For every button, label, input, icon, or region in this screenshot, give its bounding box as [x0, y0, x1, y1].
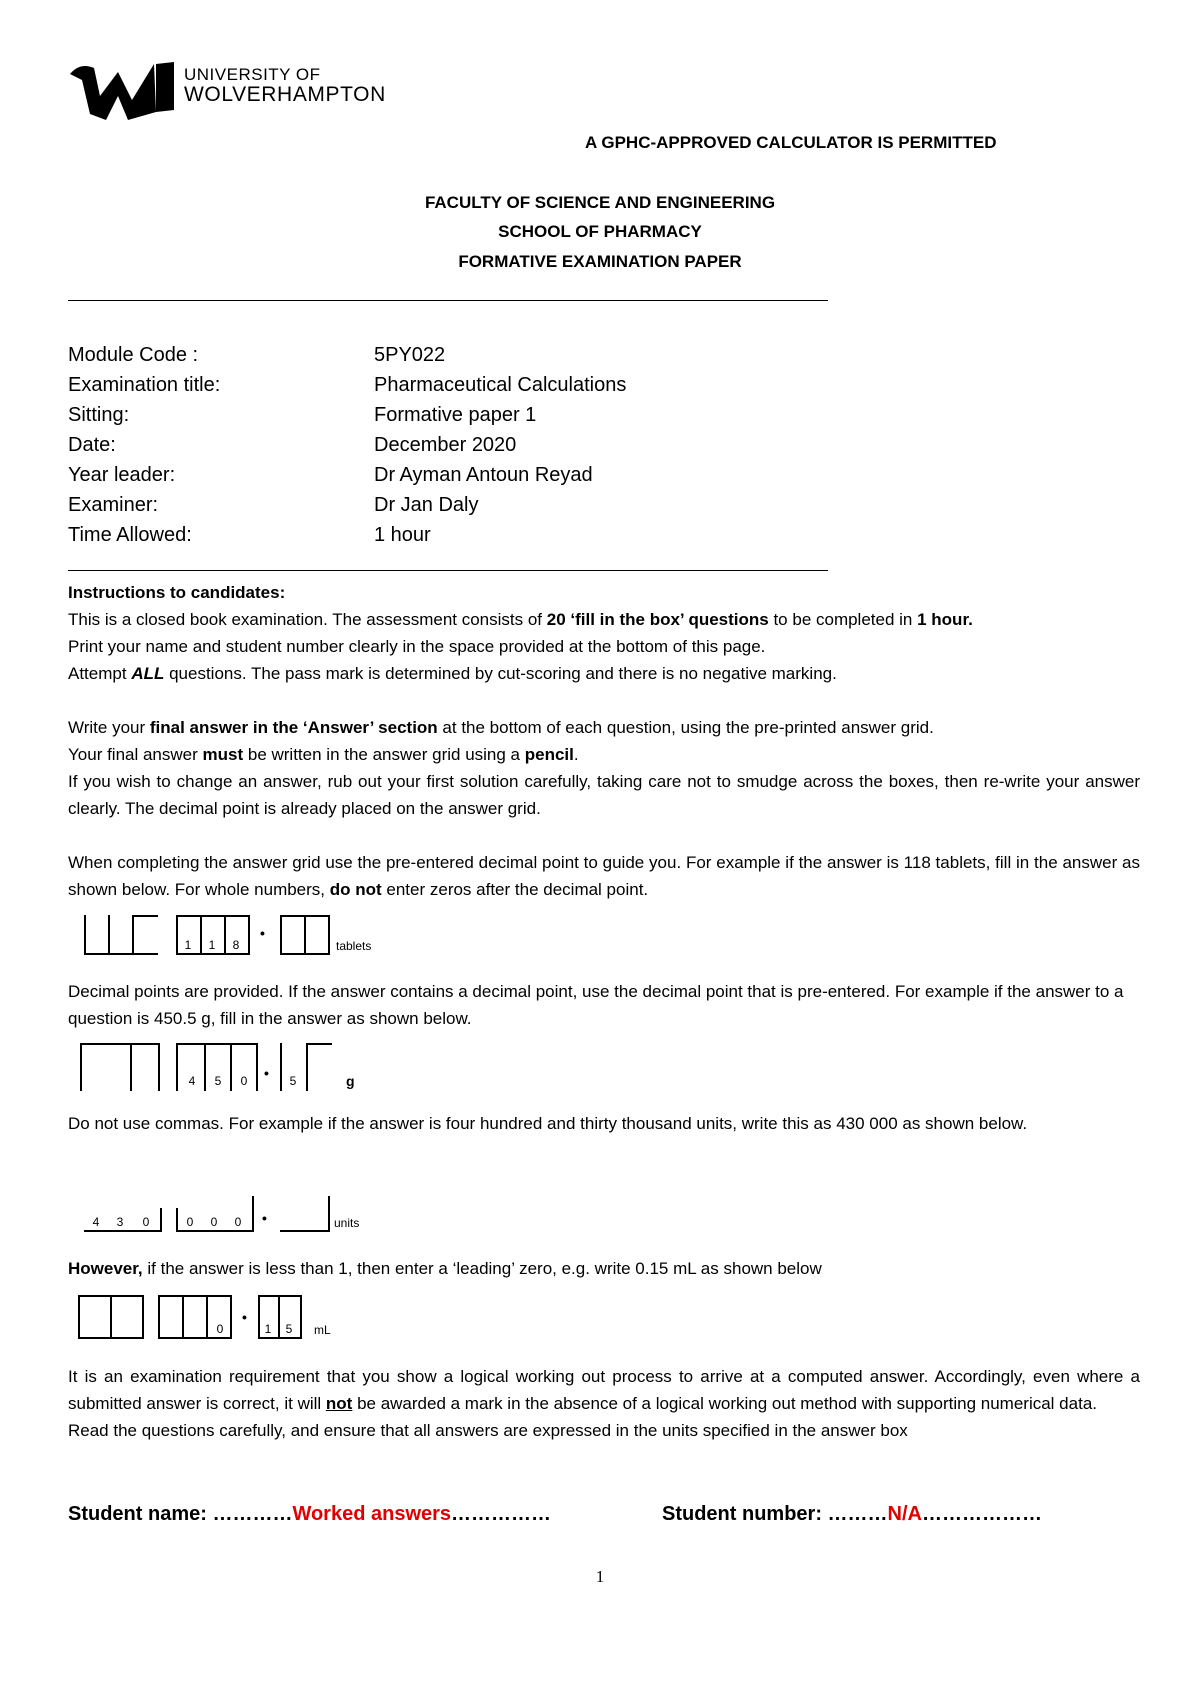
- answer-digit: 1: [208, 938, 216, 952]
- instructions-title: Instructions to candidates:: [68, 583, 286, 602]
- instructions-block: [68, 579, 1140, 903]
- answer-grid-example-units: [84, 1196, 414, 1232]
- instructions-block-final: [68, 1363, 1140, 1444]
- detail-label: Date:: [68, 434, 116, 456]
- instruction-paragraph: Print your name and student number clearly in the space provided at the bottom of this page.: [68, 637, 766, 656]
- instruction-paragraph: Your final answer must be written in the answer grid using a pencil.: [68, 745, 579, 764]
- detail-label: Examiner:: [68, 494, 159, 516]
- student-name-trail: ……………: [451, 1503, 552, 1525]
- decimal-point: •: [264, 1065, 269, 1081]
- answer-digit: 5: [214, 1074, 222, 1088]
- detail-row: [68, 400, 626, 430]
- unit-label: mL: [314, 1323, 331, 1337]
- logo-text-line1: UNIVERSITY OF: [184, 65, 321, 84]
- instruction-paragraph: When completing the answer grid use the pre-entered decimal point to guide you. For example if the answer is 118 tablets, fill in the answer as shown below. For whole numbers, do not enter zeros after the decimal point.: [68, 853, 1140, 899]
- detail-value: December 2020: [374, 434, 517, 456]
- detail-value: Pharmaceutical Calculations: [374, 374, 627, 396]
- detail-label: Sitting:: [68, 404, 130, 426]
- detail-row: [68, 430, 626, 460]
- answer-digit: 8: [232, 938, 240, 952]
- student-name-field[interactable]: [68, 1503, 551, 1526]
- detail-row: [68, 340, 626, 370]
- detail-value: 5PY022: [374, 344, 446, 366]
- instruction-paragraph: It is an examination requirement that you show a logical working out process to arrive at a computed answer. Accordingly, even where a submitted answer is correct, it will not be awarded a mark in the absence of a logical working out method with supporting numerical data.: [68, 1367, 1140, 1413]
- answer-digit: 0: [142, 1215, 150, 1229]
- student-name-value: Worked answers: [292, 1503, 452, 1525]
- decimal-point: •: [242, 1309, 247, 1325]
- unit-label: tablets: [336, 939, 372, 953]
- exam-details: [68, 340, 626, 550]
- answer-digit: 0: [210, 1215, 218, 1229]
- answer-digit: 0: [234, 1215, 242, 1229]
- unit-label: g: [346, 1073, 355, 1089]
- instruction-paragraph: Do not use commas. For example if the answer is four hundred and thirty thousand units, write this as 430 000 as shown below.: [68, 1114, 1028, 1133]
- decimal-point: •: [260, 925, 265, 941]
- school-heading: SCHOOL OF PHARMACY: [498, 222, 702, 241]
- student-number-field[interactable]: [662, 1503, 1042, 1526]
- answer-grid-example-grams: [80, 1043, 400, 1091]
- answer-digit: 4: [188, 1074, 196, 1088]
- detail-value: 1 hour: [374, 524, 431, 546]
- answer-digit: 0: [186, 1215, 194, 1229]
- instruction-paragraph: Attempt ALL questions. The pass mark is determined by cut-scoring and there is no negative marking.: [68, 664, 837, 683]
- answer-digit: 0: [216, 1322, 224, 1336]
- detail-label: Year leader:: [68, 464, 176, 486]
- logo-text-line2: WOLVERHAMPTON: [184, 83, 386, 106]
- divider: [68, 570, 828, 571]
- student-name-label: Student name: …………: [68, 1503, 293, 1525]
- paper-type-heading: FORMATIVE EXAMINATION PAPER: [458, 252, 742, 271]
- decimal-point: •: [262, 1210, 267, 1226]
- divider: [68, 300, 828, 301]
- detail-label: Module Code :: [68, 344, 199, 366]
- detail-row: [68, 370, 626, 400]
- student-number-trail: ………………: [922, 1503, 1042, 1525]
- faculty-heading: FACULTY OF SCIENCE AND ENGINEERING: [424, 193, 776, 212]
- answer-digit: 5: [285, 1322, 293, 1336]
- student-number-value: N/A: [887, 1503, 922, 1525]
- instruction-paragraph: Read the questions carefully, and ensure that all answers are expressed in the units specified in the answer box: [68, 1421, 908, 1440]
- answer-digit: 3: [116, 1215, 124, 1229]
- university-logo: [70, 62, 410, 124]
- instruction-paragraph: Write your final answer in the ‘Answer’ section at the bottom of each question, using the pre-printed answer grid.: [68, 718, 934, 737]
- detail-label: Examination title:: [68, 374, 221, 396]
- answer-digit: 0: [240, 1074, 248, 1088]
- instruction-paragraph: However, if the answer is less than 1, then enter a ‘leading’ zero, e.g. write 0.15 mL as shown below: [68, 1259, 822, 1278]
- detail-value: Dr Jan Daly: [374, 494, 479, 516]
- wolverhampton-logo-mark-icon: [70, 62, 180, 124]
- answer-digit: 5: [289, 1074, 297, 1088]
- detail-row: [68, 520, 626, 550]
- detail-label: Time Allowed:: [68, 524, 192, 546]
- student-number-label: Student number: ………: [662, 1503, 888, 1525]
- instruction-paragraph: Decimal points are provided. If the answer contains a decimal point, use the decimal point that is pre-entered. For example if the answer to a question is 450.5 g, fill in the answer as shown below.: [68, 982, 1124, 1028]
- unit-label: units: [334, 1216, 360, 1230]
- answer-digit: 1: [264, 1322, 272, 1336]
- detail-value: Dr Ayman Antoun Reyad: [374, 464, 593, 486]
- answer-digit: 4: [92, 1215, 100, 1229]
- instruction-paragraph: If you wish to change an answer, rub out your first solution carefully, taking care not to smudge across the boxes, then re-write your answer clearly. The decimal point is already placed on the answer grid.: [68, 772, 1140, 818]
- answer-grid-example-ml: [78, 1295, 398, 1339]
- instruction-paragraph: This is a closed book examination. The assessment consists of 20 ‘fill in the box’ questions to be completed in 1 hour.: [68, 610, 973, 629]
- answer-grid-example-tablets: [84, 915, 414, 955]
- detail-row: [68, 490, 626, 520]
- detail-value: Formative paper 1: [374, 404, 537, 426]
- answer-digit: 1: [184, 938, 192, 952]
- page-number: 1: [595, 1567, 605, 1586]
- calculator-notice: A GPHC-APPROVED CALCULATOR IS PERMITTED: [585, 133, 997, 152]
- detail-row: [68, 460, 626, 490]
